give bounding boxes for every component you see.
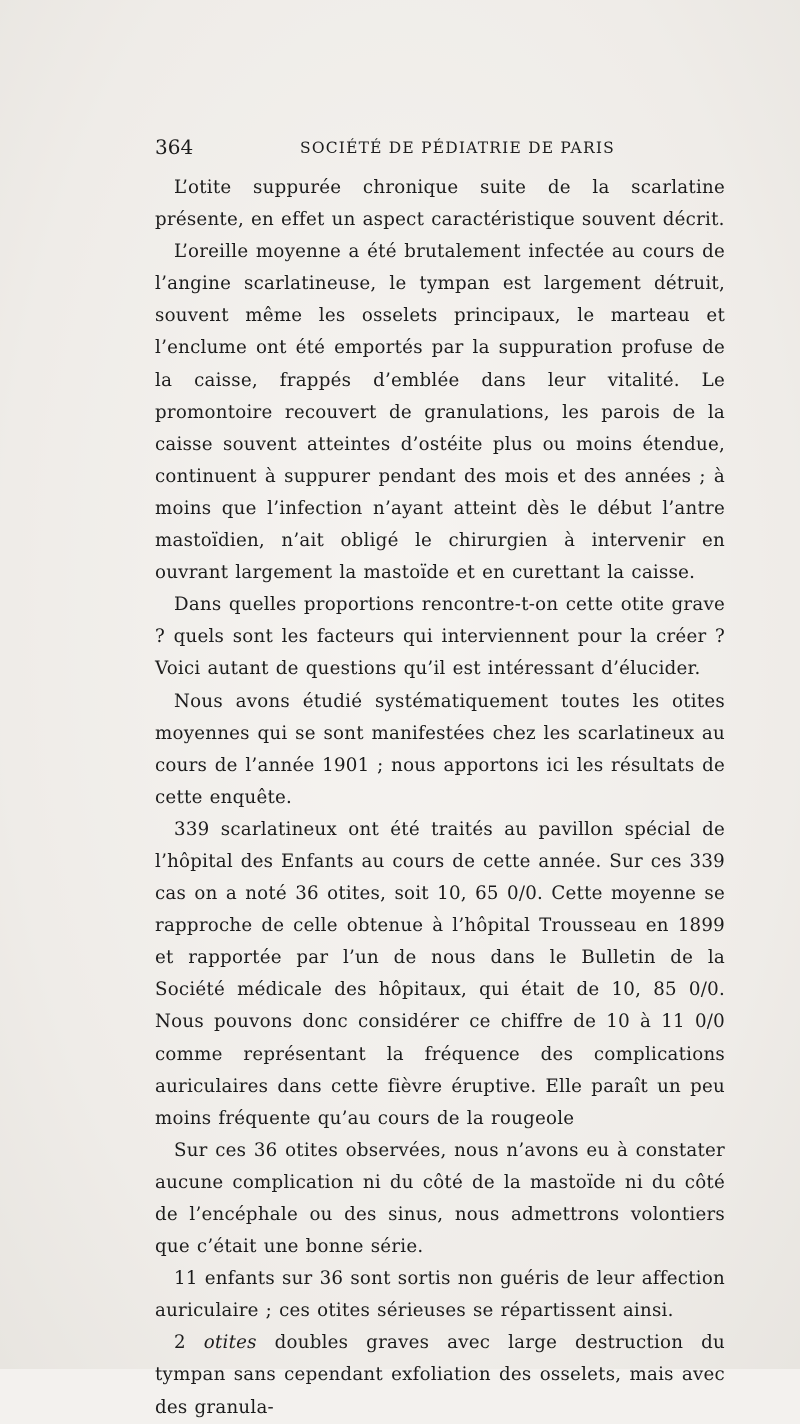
paragraph: 11 enfants sur 36 sont sortis non guéris de leur affection auriculaire ; ces otites sérieuses se répartissent ainsi.	[155, 1268, 725, 1322]
paragraph: Nous avons étudié systématiquement toutes les otites moyennes qui se sont manifestées chez les scarlatineux au cours de l’année 1901 ; nous apportons ici les résultats de cette enquête.	[155, 690, 725, 808]
paragraph: L’oreille moyenne a été brutalement infectée au cours de l’angine scarlatineuse, le tympan est largement détruit, souvent même les osselets principaux, le marteau et l’enclume ont été emportés par la suppuration profuse de la caisse, frappés d’emblée dans leur vitalité. Le promontoire recouvert de granulations, les parois de la caisse souvent atteintes d’ostéite plus ou moins étendue, continuent à suppurer pendant des mois et des années ; à moins que l’infection n’ayant atteint dès le début l’antre mastoïdien, n’ait obligé le chirurgien à intervenir en ouvrant largement la mastoïde et en curettant la caisse.	[155, 241, 725, 584]
italic-term: otites	[203, 1332, 257, 1354]
page-number: 364	[155, 135, 194, 159]
body-text	[155, 172, 725, 1424]
paragraph-last	[155, 1327, 725, 1423]
paragraph: 339 scarlatineux ont été traités au pavillon spécial de l’hôpital des Enfants au cours de cette année. Sur ces 339 cas on a noté 36 otites, soit 10, 65 0/0. Cette moyenne se rapproche de celle obtenue à l’hôpital Trousseau en 1899 et rapportée par l’un de nous dans le Bulletin de la Société médicale des hôpitaux, qui était de 10, 85 0/0. Nous pouvons donc considérer ce chiffre de 10 à 11 0/0 comme représentant la fréquence des complications auriculaires dans cette fièvre éruptive. Elle paraît un peu moins fréquente qu’au cours de la rougeole	[155, 818, 725, 1129]
page-header	[155, 134, 725, 164]
paragraph: Sur ces 36 otites observées, nous n’avons eu à constater aucune complication ni du côté de la mastoïde ni du côté de l’encéphale ou des sinus, nous admettrons volontiers que c’était une bonne série.	[155, 1139, 725, 1258]
case-count: 2	[174, 1332, 186, 1354]
running-title: SOCIÉTÉ DE PÉDIATRIE DE PARIS	[300, 139, 615, 157]
paragraph: L’otite suppurée chronique suite de la scarlatine présente, en effet un aspect caractéristique souvent décrit.	[155, 177, 725, 231]
paragraph-continuation: doubles graves avec large destruction du tympan sans cependant exfoliation des osselets, mais avec des granula-	[155, 1332, 725, 1418]
paragraph: Dans quelles proportions rencontre-t-on cette otite grave ? quels sont les facteurs qui interviennent pour la créer ? Voici autant de questions qu’il est intéressant d’élucider.	[155, 594, 725, 680]
